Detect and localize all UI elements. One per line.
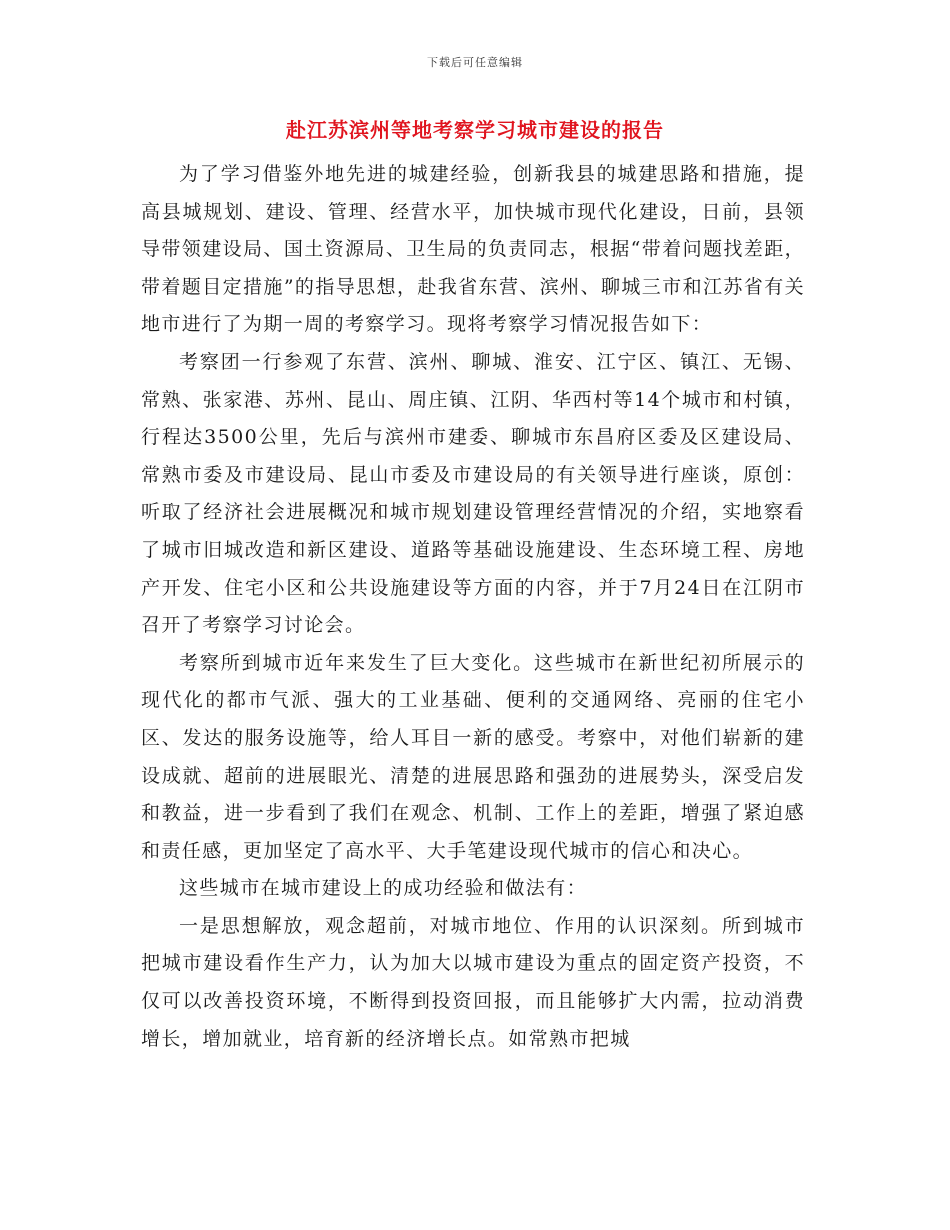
paragraph: 考察所到城市近年来发生了巨大变化。这些城市在新世纪初所展示的现代化的都市气派、强大的工业基础、便利的交通网络、亮丽的住宅小区、发达的服务设施等，给人耳目一新的感受。考察中，对他们崭新的建设成就、超前的进展眼光、清楚的进展思路和强劲的进展势头，深受启发和教益，进一步看到了我们在观念、机制、工作上的差距，增强了紧迫感和责任感，更加坚定了高水平、大手笔建设现代城市的信心和决心。 [141, 651, 805, 862]
paragraph: 这些城市在城市建设上的成功经验和做法有： [179, 877, 588, 900]
paragraph: 考察团一行参观了东营、滨州、聊城、淮安、江宁区、镇江、无锡、常熟、张家港、苏州、昆山、周庄镇、江阴、华西村等14个城市和村镇，行程达3500公里，先后与滨州市建委、聊城市东昌府区委及区建设局、常熟市委及市建设局、昆山市委及市建设局的有关领导进行座谈，原创：听取了经济社会进展概况和城市规划建设管理经营情况的介绍，实地察看了城市旧城改造和新区建设、道路等基础设施建设、生态环境工程、房地产开发、住宅小区和公共设施建设等方面的内容，并于7月24日在江阴市召开了考察学习讨论会。 [141, 350, 805, 637]
paragraph: 为了学习借鉴外地先进的城建经验，创新我县的城建思路和措施，提高县城规划、建设、管理、经营水平，加快城市现代化建设，日前，县领导带领建设局、国土资源局、卫生局的负责同志，根据“带着问题找差距，带着题目定措施”的指导思想，赴我省东营、滨州、聊城三市和江苏省有关地市进行了为期一周的考察学习。现将考察学习情况报告如下： [141, 163, 805, 336]
document-title: 赴江苏滨州等地考察学习城市建设的报告 [286, 118, 664, 142]
header-note: 下载后可任意编辑 [427, 56, 523, 69]
paragraph: 一是思想解放，观念超前，对城市地位、作用的认识深刻。所到城市把城市建设看作生产力，认为加大以城市建设为重点的固定资产投资，不仅可以改善投资环境，不断得到投资回报，而且能够扩大内需，拉动消费增长，增加就业，培育新的经济增长点。如常熟市把城 [141, 914, 805, 1050]
document-body [141, 156, 805, 1058]
